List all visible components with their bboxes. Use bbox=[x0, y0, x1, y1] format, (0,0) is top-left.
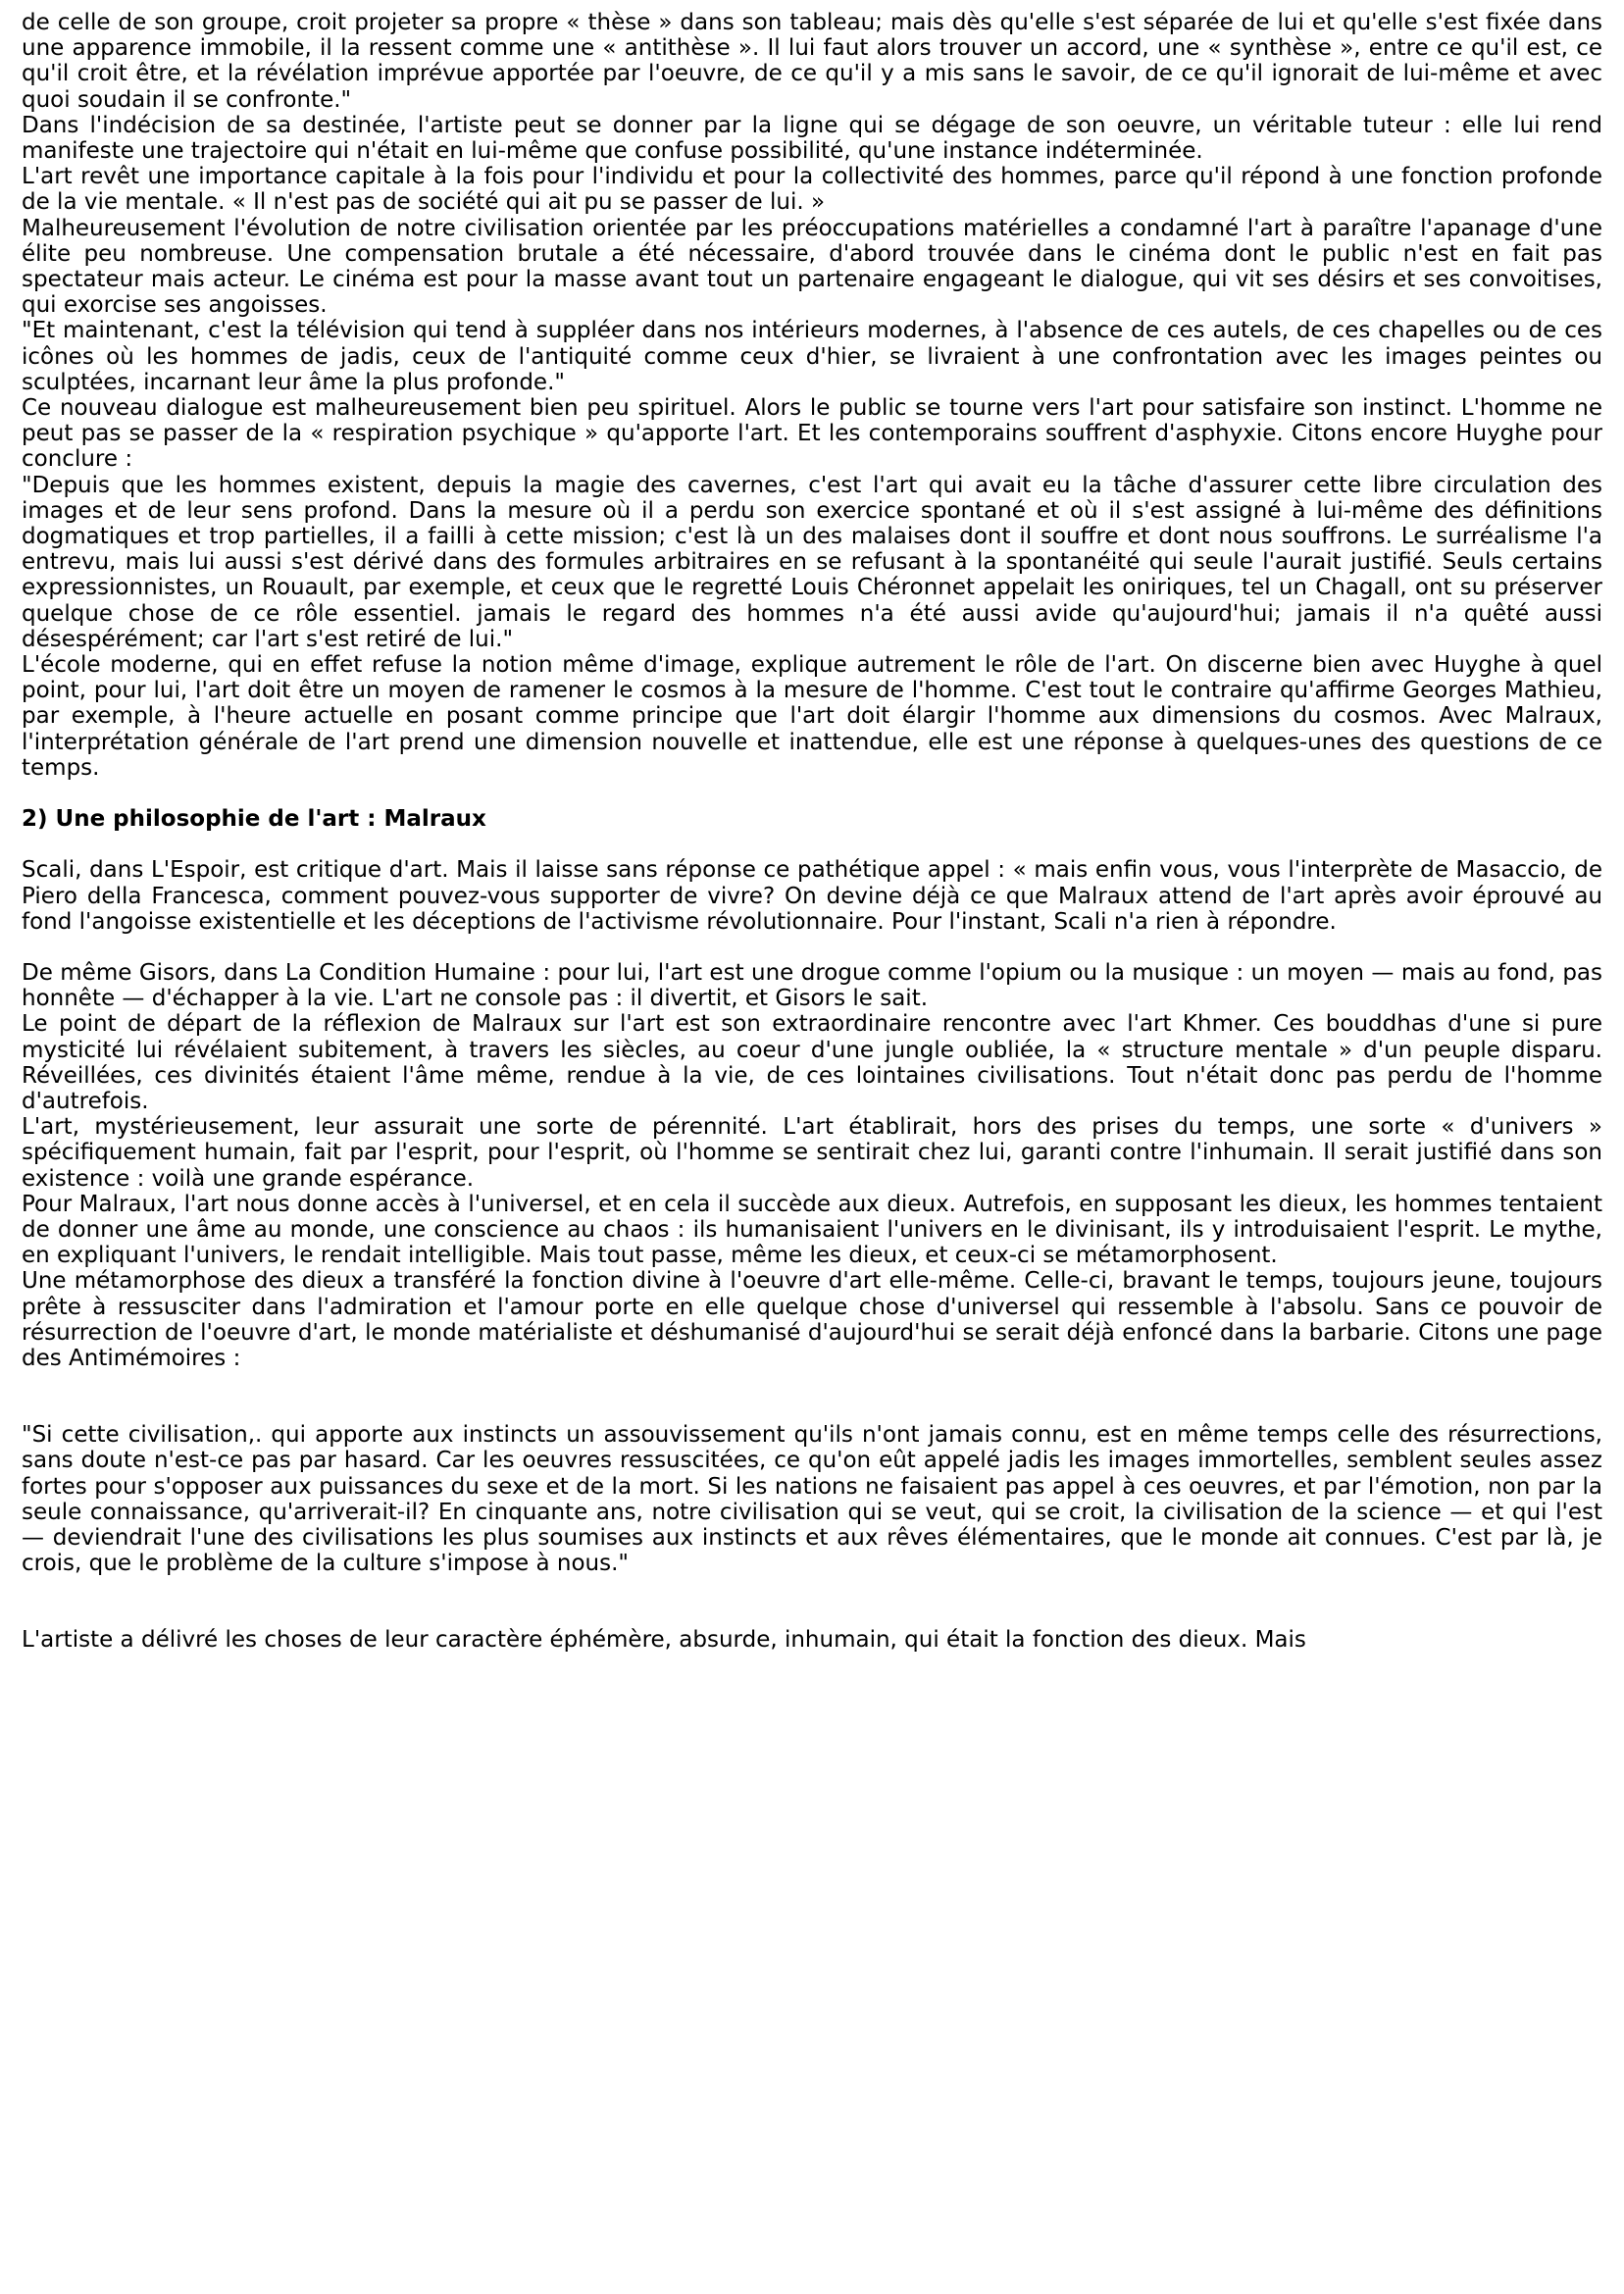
document-page bbox=[22, 10, 1602, 1654]
paragraph: Le point de départ de la réflexion de Malraux sur l'art est son extraordinaire rencontre avec l'art Khmer. Ces bouddhas d'une si pure mysticité lui révélaient subitement, à travers les siècles, au coeur d'une jungle oubliée, la « structure mentale » d'un peuple disparu. Réveillées, ces divinités étaient l'âme même, rendue à la vie, de ces lointaines civilisations. Tout n'était donc pas perdu de l'homme d'autrefois. bbox=[22, 1011, 1602, 1114]
paragraph: Dans l'indécision de sa destinée, l'artiste peut se donner par la ligne qui se dégage de son oeuvre, un véritable tuteur : elle lui rend manifeste une trajectoire qui n'était en lui-même que confuse possibilité, qu'une instance indéterminée. bbox=[22, 112, 1602, 165]
quote-paragraph: "Si cette civilisation,. qui apporte aux instincts un assouvissement qu'ils n'ont jamais connu, est en même temps celle des résurrections, sans doute n'est-ce pas par hasard. Car les oeuvres ressuscitées, ce qu'on eût appelé jadis les images immortelles, semblent seules assez fortes pour s'opposer aux puissances du sexe et de la mort. Si les nations ne faisaient pas appel à ces oeuvres, et par l'émotion, non par la seule connaissance, qu'arriverait-il? En cinquante ans, notre civilisation qui se veut, qui se croit, la civilisation de la science — et qui l'est — deviendrait l'une des civilisations les plus soumises aux instincts et aux rêves élémentaires, que le monde ait connues. C'est par là, je crois, que le problème de la culture s'impose à nous." bbox=[22, 1422, 1602, 1577]
paragraph: de celle de son groupe, croit projeter sa propre « thèse » dans son tableau; mais dès qu'elle s'est séparée de lui et qu'elle s'est fixée dans une apparence immobile, il la ressent comme une « antithèse ». Il lui faut alors trouver un accord, une « synthèse », entre ce qu'il est, ce qu'il croit être, et la révélation imprévue apportée par l'oeuvre, de ce qu'il y a mis sans le savoir, de ce qu'il ignorait de lui-même et avec quoi soudain il se confronte." bbox=[22, 10, 1602, 113]
quote-paragraph: "Depuis que les hommes existent, depuis la magie des cavernes, c'est l'art qui avait eu la tâche d'assurer cette libre circulation des images et de leur sens profond. Dans la mesure où il a perdu son exercice spontané et où il s'est assigné à lui-même des définitions dogmatiques et trop partielles, il a failli à cette mission; c'est là un des malaises dont il souffre et dont nous souffrons. Le surréalisme l'a entrevu, mais lui aussi s'est dérivé dans des formules arbitraires en se refusant à la spontanéité qui seule l'aurait justifié. Seuls certains expressionnistes, un Rouault, par exemple, et ceux que le regretté Louis Chéronnet appelait les oniriques, tel un Chagall, ont su préserver quelque chose de ce rôle essentiel. jamais le regard des hommes n'a été aussi avide qu'aujourd'hui; jamais il n'a quêté aussi désespérément; car l'art s'est retiré de lui." bbox=[22, 472, 1602, 652]
spacer bbox=[22, 832, 1602, 857]
paragraph: Pour Malraux, l'art nous donne accès à l'universel, et en cela il succède aux dieux. Autrefois, en supposant les dieux, les hommes tentaient de donner une âme au monde, une conscience au chaos : ils humanisaient l'univers en le divinisant, ils y introduisaient l'esprit. Le mythe, en expliquant l'univers, le rendait intelligible. Mais tout passe, même les dieux, et ceux-ci se métamorphosent. bbox=[22, 1191, 1602, 1269]
quote-paragraph: "Et maintenant, c'est la télévision qui tend à suppléer dans nos intérieurs modernes, à l'absence de ces autels, de ces chapelles ou de ces icônes où les hommes de jadis, ceux de l'antiquité comme ceux d'hier, se livraient à une confrontation avec les images peintes ou sculptées, incarnant leur âme la plus profonde." bbox=[22, 318, 1602, 395]
spacer bbox=[22, 781, 1602, 806]
paragraph: Scali, dans L'Espoir, est critique d'art. Mais il laisse sans réponse ce pathétique appel : « mais enfin vous, vous l'interprète de Masaccio, de Piero della Francesca, comment pouvez-vous supporter de vivre? On devine déjà ce que Malraux attend de l'art après avoir éprouvé au fond l'angoisse existentielle et les déceptions de l'activisme révolutionnaire. Pour l'instant, Scali n'a rien à répondre. bbox=[22, 857, 1602, 935]
paragraph: De même Gisors, dans La Condition Humaine : pour lui, l'art est une drogue comme l'opium ou la musique : un moyen — mais au fond, pas honnête — d'échapper à la vie. L'art ne console pas : il divertit, et Gisors le sait. bbox=[22, 959, 1602, 1012]
paragraph: L'artiste a délivré les choses de leur caractère éphémère, absurde, inhumain, qui était la fonction des dieux. Mais bbox=[22, 1627, 1306, 1654]
spacer bbox=[22, 935, 1602, 960]
spacer bbox=[22, 1576, 1602, 1627]
paragraph: L'école moderne, qui en effet refuse la notion même d'image, explique autrement le rôle de l'art. On discerne bien avec Huyghe à quel point, pour lui, l'art doit être un moyen de ramener le cosmos à la mesure de l'homme. C'est tout le contraire qu'affirme Georges Mathieu, par exemple, à l'heure actuelle en posant comme principe que l'art doit élargir l'homme aux dimensions du cosmos. Avec Malraux, l'interprétation générale de l'art prend une dimension nouvelle et inattendue, elle est une réponse à quelques-unes des questions de ce temps. bbox=[22, 652, 1602, 781]
paragraph: Malheureusement l'évolution de notre civilisation orientée par les préoccupations matérielles a condamné l'art à paraître l'apanage d'une élite peu nombreuse. Une compensation brutale a été nécessaire, d'abord trouvée dans le cinéma dont le public n'est en fait pas spectateur mais acteur. Le cinéma est pour la masse avant tout un partenaire engageant le dialogue, qui vit ses désirs et ses convoitises, qui exorcise ses angoisses. bbox=[22, 215, 1602, 319]
paragraph: L'art, mystérieusement, leur assurait une sorte de pérennité. L'art établirait, hors des prises du temps, une sorte « d'univers » spécifiquement humain, fait par l'esprit, pour l'esprit, où l'homme se sentirait chez lui, garanti contre l'inhumain. Il serait justifié dans son existence : voilà une grande espérance. bbox=[22, 1114, 1602, 1192]
paragraph: Une métamorphose des dieux a transféré la fonction divine à l'oeuvre d'art elle-même. Celle-ci, bravant le temps, toujours jeune, toujours prête à ressusciter dans l'admiration et l'amour porte en elle quelque chose d'universel qui ressemble à l'absolu. Sans ce pouvoir de résurrection de l'oeuvre d'art, le monde matérialiste et déshumanisé d'aujourd'hui se serait déjà enfoncé dans la barbarie. Citons une page des Antimémoires : bbox=[22, 1268, 1602, 1371]
paragraph: Ce nouveau dialogue est malheureusement bien peu spirituel. Alors le public se tourne vers l'art pour satisfaire son instinct. L'homme ne peut pas se passer de la « respiration psychique » qu'apporte l'art. Et les contemporains souffrent d'asphyxie. Citons encore Huyghe pour conclure : bbox=[22, 395, 1602, 473]
spacer bbox=[22, 1371, 1602, 1422]
paragraph: L'art revêt une importance capitale à la fois pour l'individu et pour la collectivité des hommes, parce qu'il répond à une fonction profonde de la vie mentale. « Il n'est pas de société qui ait pu se passer de lui. » bbox=[22, 164, 1602, 216]
section-heading: 2) Une philosophie de l'art : Malraux bbox=[22, 806, 486, 833]
